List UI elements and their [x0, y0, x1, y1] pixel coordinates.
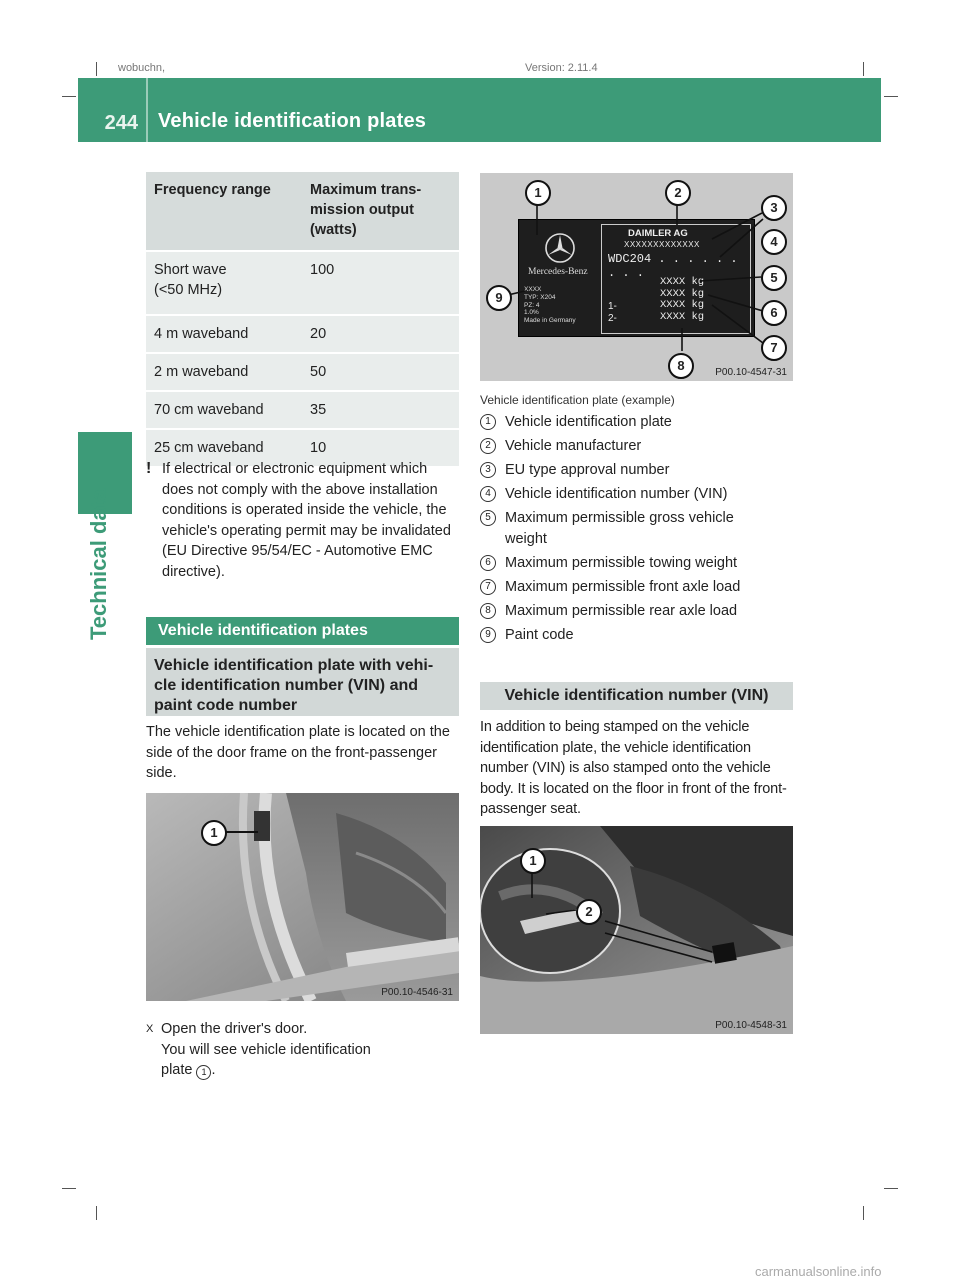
- crop-mark: [884, 96, 898, 97]
- callout-7: 7: [761, 335, 787, 361]
- legend-text: Paint code: [505, 627, 574, 644]
- watermark-left: wobuchn,: [118, 62, 166, 74]
- table-row: [146, 251, 459, 315]
- table-header: Frequency range: [146, 172, 302, 251]
- list-item: [480, 412, 800, 433]
- step-result: [161, 1040, 466, 1081]
- subsection-heading: [146, 648, 459, 716]
- legend-number: 6: [480, 555, 496, 571]
- weight-line: XXXX kg: [660, 287, 705, 300]
- photo-code: P00.10-4548-31: [715, 1020, 787, 1031]
- legend-number: 7: [480, 579, 496, 595]
- axle-label: 2-: [608, 312, 617, 324]
- axle-label: 1-: [608, 301, 617, 312]
- header-divider: [146, 78, 148, 142]
- warning-text: If electrical or electronic equipment which does not comply with the above installation conditions is operated inside the vehicle, the vehicle's operating permit may be invalidated (EU Directive 95/54/EC - Automotive EMC directive).: [162, 461, 451, 580]
- weight-line: XXXX kg: [660, 299, 705, 311]
- table-cell: 20: [302, 315, 459, 353]
- list-item: [480, 508, 775, 549]
- crop-mark: [62, 96, 76, 97]
- section-heading-vin: Vehicle identification number (VIN): [480, 682, 793, 710]
- legend-text: Vehicle identification number (VIN): [505, 486, 728, 503]
- maker-text: DAIMLER AG: [628, 228, 688, 239]
- warning-note: [146, 459, 461, 582]
- legend-text: Maximum permissible gross vehicle weight: [505, 510, 734, 547]
- legend-text: Maximum permissible towing weight: [505, 554, 738, 571]
- paint-line: 1.0%: [524, 309, 539, 317]
- callout-5: 5: [761, 265, 787, 291]
- vin-body-text: In addition to being stamped on the vehicle identification plate, the vehicle identification number (VIN) is also stamped onto the vehicle body. It is located on the floor in front of the front-passenger seat.: [480, 719, 787, 817]
- callout-2: 2: [576, 899, 602, 925]
- list-item: [480, 436, 800, 457]
- inline-callout-1: 1: [196, 1065, 211, 1080]
- table-cell: 2 m waveband: [146, 353, 302, 391]
- legend-text: Maximum permissible rear axle load: [505, 603, 738, 620]
- table-cell: 10: [302, 429, 459, 466]
- approval-code: XXXXXXXXXXXXX: [624, 240, 700, 249]
- callout-8: 8: [668, 353, 694, 379]
- table-header: Maximum trans- mission output (watts): [302, 172, 459, 251]
- section-heading-plates: Vehicle identification plates: [146, 617, 459, 645]
- paint-line: XXXX: [524, 286, 542, 293]
- table-cell: 100: [302, 251, 459, 315]
- table-cell: 25 cm waveband: [146, 429, 302, 466]
- crop-mark: [62, 1188, 76, 1189]
- chapter-label: Technical data: [86, 488, 111, 640]
- brand-text: Mercedes-Benz: [528, 267, 588, 277]
- paint-line: PZ: 4: [524, 301, 540, 309]
- legend-text: Vehicle manufacturer: [505, 438, 642, 455]
- list-item: [480, 577, 800, 598]
- legend-text: Maximum permissible front axle load: [505, 579, 741, 596]
- subsection-heading-text: Vehicle identification plate with vehi- cle identification number (VIN) and paint code number: [154, 657, 434, 714]
- paint-line: TYP: X204: [524, 293, 556, 301]
- list-item: [480, 460, 800, 481]
- table-row: [146, 353, 459, 391]
- callout-1: 1: [520, 848, 546, 874]
- footer-watermark: carmanualsonline.info: [755, 1264, 882, 1279]
- legend-number: 5: [480, 510, 496, 526]
- instruction-step: [146, 1019, 466, 1081]
- table-cell: Short wave (<50 MHz): [146, 251, 302, 315]
- step-result-text: You will see vehicle identification plate: [161, 1041, 371, 1078]
- list-item: [480, 601, 800, 622]
- weight-line: XXXX kg: [660, 310, 705, 323]
- photo-code: P00.10-4547-31: [715, 367, 787, 378]
- step-text: Open the driver's door.: [161, 1021, 308, 1037]
- table-row: [146, 315, 459, 353]
- table-row: [146, 391, 459, 429]
- legend-list: [480, 412, 800, 649]
- plate-figure: [480, 173, 793, 381]
- crop-mark: [863, 62, 864, 76]
- step-arrow-icon: X: [146, 1023, 154, 1035]
- list-item: [480, 553, 800, 574]
- callout-1: 1: [525, 180, 551, 206]
- frequency-table: [146, 172, 459, 466]
- legend-number: 9: [480, 627, 496, 643]
- legend-text: EU type approval number: [505, 462, 670, 479]
- paint-line: Made in Germany: [524, 317, 576, 325]
- legend-number: 1: [480, 414, 496, 430]
- callout-2: 2: [665, 180, 691, 206]
- table-cell: 50: [302, 353, 459, 391]
- crop-mark: [863, 1206, 864, 1220]
- legend-text: Vehicle identification plate: [505, 414, 672, 430]
- table-cell: 4 m waveband: [146, 315, 302, 353]
- vin-text: WDC204 . . . . . . . . .: [608, 252, 738, 280]
- crop-mark: [96, 62, 97, 76]
- callout-6: 6: [761, 300, 787, 326]
- legend-number: 4: [480, 486, 496, 502]
- legend-number: 3: [480, 462, 496, 478]
- callout-4: 4: [761, 229, 787, 255]
- page-number: 244: [104, 112, 138, 134]
- callout-1: 1: [201, 820, 227, 846]
- legend-number: 8: [480, 603, 496, 619]
- list-item: [480, 484, 800, 505]
- photo-code: P00.10-4546-31: [381, 987, 453, 998]
- weight-line: XXXX kg: [660, 276, 705, 288]
- table-cell: 35: [302, 391, 459, 429]
- callout-9: 9: [486, 285, 512, 311]
- crop-mark: [96, 1206, 97, 1220]
- list-item: [480, 625, 800, 646]
- crop-mark: [884, 1188, 898, 1189]
- legend-number: 2: [480, 438, 496, 454]
- callout-3: 3: [761, 195, 787, 221]
- floor-vin-photo: [480, 826, 793, 1034]
- watermark-right: Version: 2.11.4: [525, 62, 598, 74]
- table-cell: 70 cm waveband: [146, 391, 302, 429]
- figure-caption: Vehicle identification plate (example): [480, 393, 675, 407]
- page-title: Vehicle identification plates: [158, 110, 427, 132]
- step-result-end: .: [211, 1062, 216, 1078]
- door-frame-photo: [146, 793, 459, 1001]
- warning-icon: !: [146, 460, 152, 477]
- plates-body-text: The vehicle identification plate is located on the side of the door frame on the front-passenger side.: [146, 724, 450, 781]
